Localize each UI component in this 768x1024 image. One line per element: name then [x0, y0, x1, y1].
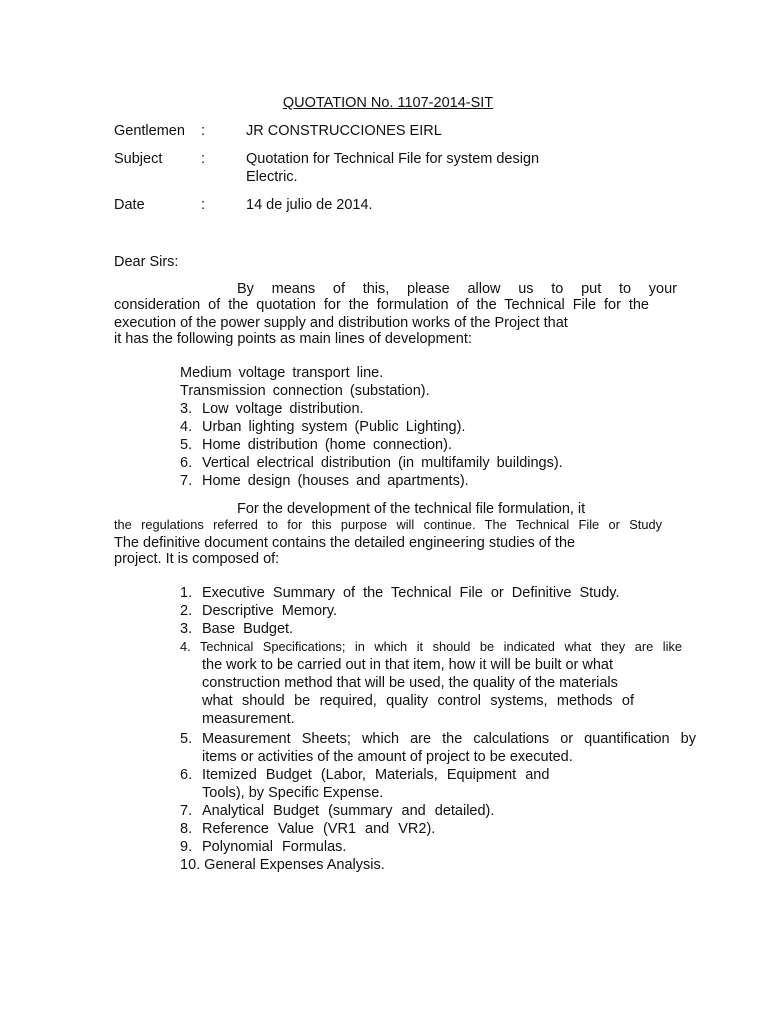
item-number: 8.: [180, 821, 193, 837]
composition-item-2: [180, 602, 337, 620]
item-text: Measurement Sheets; which are the calculations or quantification by: [202, 731, 696, 747]
point-number: 3.: [180, 401, 193, 417]
subject-label: Subject: [114, 151, 163, 167]
composition-item-9: [180, 838, 346, 856]
item-number: 7.: [180, 803, 193, 819]
item-number: 1.: [180, 585, 193, 601]
composition-item-3: [180, 620, 293, 638]
composition-item-4: 4. Technical Specifications; in which it should be indicated what they are like: [180, 639, 682, 654]
item-number: 3.: [180, 621, 193, 637]
item-number: 9.: [180, 839, 193, 855]
point-item-1: Medium voltage transport line.: [180, 365, 384, 381]
composition-item-5: [180, 730, 696, 748]
date-label: Date: [114, 197, 145, 213]
para2-line-2: the regulations referred to for this purpose will continue. The Technical File or Study: [114, 517, 662, 532]
item-number: 2.: [180, 603, 193, 619]
subject-colon: :: [201, 151, 206, 167]
point-text: Vertical electrical distribution (in multifamily buildings).: [202, 455, 563, 471]
salutation: Dear Sirs:: [114, 254, 179, 270]
composition-item-4-cont-1: the work to be carried out in that item, how it will be built or what: [202, 657, 614, 673]
gentlemen-colon: :: [201, 123, 206, 139]
point-text: Low voltage distribution.: [202, 401, 364, 417]
point-item-5: [180, 436, 452, 454]
intro-line-2: consideration of the quotation for the formulation of the Technical File for the: [114, 297, 649, 313]
composition-item-10: 10. General Expenses Analysis.: [180, 857, 385, 873]
point-item-6: [180, 454, 563, 472]
intro-line-3: execution of the power supply and distribution works of the Project that: [114, 315, 568, 331]
item-text: Descriptive Memory.: [202, 603, 338, 619]
para2-line-3: The definitive document contains the detailed engineering studies of the: [114, 535, 576, 551]
gentlemen-label: Gentlemen: [114, 123, 185, 139]
point-text: Urban lighting system (Public Lighting).: [202, 419, 466, 435]
document-title: QUOTATION No. 1107-2014-SIT: [282, 95, 494, 111]
point-number: 5.: [180, 437, 193, 453]
point-number: 7.: [180, 473, 193, 489]
point-text: Home design (houses and apartments).: [202, 473, 469, 489]
para2-line-4: project. It is composed of:: [114, 551, 280, 567]
item-text: Analytical Budget (summary and detailed).: [202, 803, 495, 819]
composition-item-1: [180, 584, 620, 602]
gentlemen-value: JR CONSTRUCCIONES EIRL: [246, 123, 442, 139]
item-number: 6.: [180, 767, 193, 783]
composition-item-4-cont-2: construction method that will be used, the quality of the materials: [202, 675, 618, 691]
date-value: 14 de julio de 2014.: [246, 197, 373, 213]
point-item-4: [180, 418, 465, 436]
para2-line-1: For the development of the technical file formulation, it: [237, 501, 586, 517]
composition-item-5-cont-1: items or activities of the amount of project to be executed.: [202, 749, 573, 765]
composition-item-6: [180, 766, 549, 784]
point-text: Home distribution (home connection).: [202, 437, 452, 453]
composition-item-8: [180, 820, 435, 838]
item-number: 5.: [180, 731, 193, 747]
item-text: Executive Summary of the Technical File or Definitive Study.: [202, 585, 620, 601]
date-colon: :: [201, 197, 206, 213]
point-item-3: [180, 400, 364, 418]
point-item-2: Transmission connection (substation).: [180, 383, 430, 399]
composition-item-7: [180, 802, 494, 820]
composition-item-4-cont-4: measurement.: [202, 711, 295, 727]
item-text: Itemized Budget (Labor, Materials, Equipment and: [202, 767, 550, 783]
subject-value-line-1: Quotation for Technical File for system design: [246, 151, 540, 167]
composition-item-6-cont-1: Tools), by Specific Expense.: [202, 785, 384, 801]
item-text: Polynomial Formulas.: [202, 839, 347, 855]
item-text: Reference Value (VR1 and VR2).: [202, 821, 436, 837]
composition-item-4-cont-3: what should be required, quality control systems, methods of: [202, 693, 634, 709]
item-text: Base Budget.: [202, 621, 294, 637]
subject-value-line-2: Electric.: [246, 169, 298, 185]
point-number: 6.: [180, 455, 193, 471]
intro-line-1: By means of this, please allow us to put to your: [237, 281, 677, 297]
point-item-7: [180, 472, 469, 490]
intro-line-4: it has the following points as main lines of development:: [114, 331, 472, 347]
point-number: 4.: [180, 419, 193, 435]
